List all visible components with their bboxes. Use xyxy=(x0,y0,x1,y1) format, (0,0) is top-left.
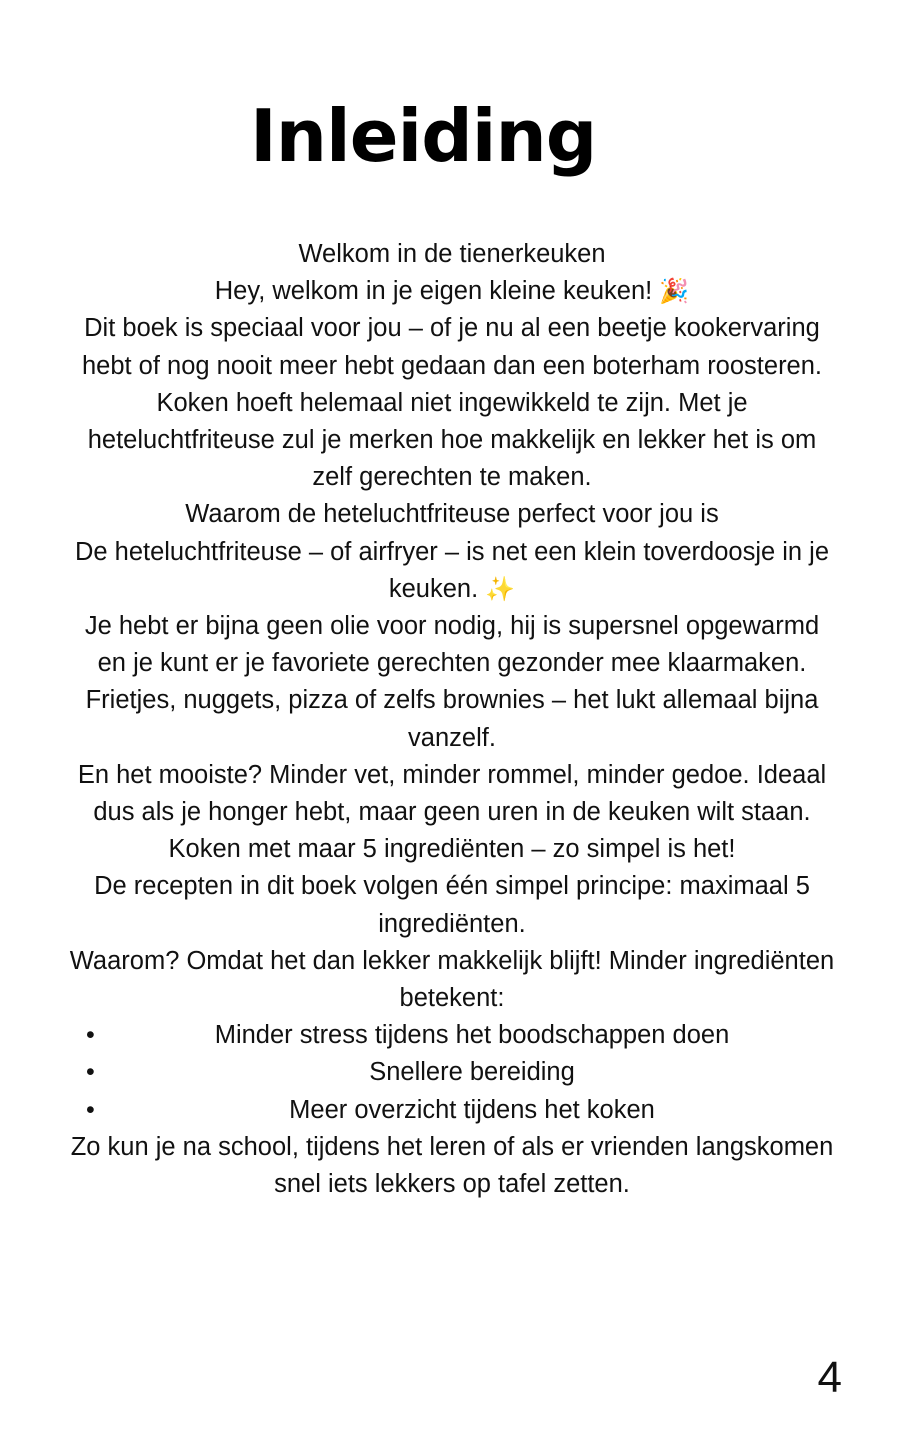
ingredient-benefits-list xyxy=(68,1017,836,1129)
bullet-icon: • xyxy=(86,1021,95,1050)
page-number: 4 xyxy=(817,1353,842,1402)
paragraph-5: De recepten in dit boek volgen één simpel principe: maximaal 5 ingrediënten. xyxy=(94,872,810,938)
list-item-text: Meer overzicht tijdens het koken xyxy=(289,1095,655,1124)
bullet-icon: • xyxy=(86,1095,95,1124)
sparkles-icon: ✨ xyxy=(485,574,516,603)
list-item xyxy=(68,1092,836,1129)
closing-paragraph: Zo kun je na school, tijdens het leren of als er vrienden langskomen snel iets lekkers op tafel zetten. xyxy=(70,1132,834,1199)
list-item xyxy=(68,1017,836,1054)
paragraph-1: Dit boek is speciaal voor jou – of je nu al een beetje kookervaring hebt of nog nooit meer hebt gedaan dan een boterham roosteren. Koken hoeft helemaal niet ingewikkeld te zijn. Met je heteluchtfriteuse zul je merken hoe makkelijk en lekker het is om zelf gerechten te maken. xyxy=(81,314,823,492)
page-title: Inleiding xyxy=(250,94,597,178)
why-airfryer-heading: Waarom de heteluchtfriteuse perfect voor jou is xyxy=(185,500,719,529)
list-item-text: Snellere bereiding xyxy=(369,1058,575,1087)
welcome-heading xyxy=(68,236,836,273)
list-item xyxy=(68,1054,836,1091)
paragraph-2 xyxy=(68,534,836,608)
bullet-icon: • xyxy=(86,1058,95,1087)
paragraph-3: Je hebt er bijna geen olie voor nodig, hij is supersnel opgewarmd en je kunt er je favoriete gerechten gezonder mee klaarmaken. Frietjes, nuggets, pizza of zelfs brownies – het lukt allemaal bijna vanzelf. xyxy=(84,612,820,752)
party-popper-icon: 🎉 xyxy=(659,277,690,306)
paragraph-6: Waarom? Omdat het dan lekker makkelijk blijft! Minder ingrediënten betekent: xyxy=(69,946,835,1013)
paragraph-2-text: De heteluchtfriteuse – of airfryer – is net een klein toverdoosje in je keuken. xyxy=(74,537,830,603)
body-text xyxy=(68,236,836,1203)
paragraph-4: En het mooiste? Minder vet, minder rommel, minder gedoe. Ideaal dus als je honger hebt, maar geen uren in de keuken wilt staan. xyxy=(77,760,827,827)
intro-line-text: Hey, welkom in je eigen kleine keuken! xyxy=(214,277,653,306)
welcome-heading-text: Welkom in de tienerkeuken xyxy=(298,240,606,268)
five-ingredients-heading: Koken met maar 5 ingrediënten – zo simpel is het! xyxy=(168,835,736,864)
intro-line xyxy=(68,273,836,310)
list-item-text: Minder stress tijdens het boodschappen doen xyxy=(214,1021,730,1050)
